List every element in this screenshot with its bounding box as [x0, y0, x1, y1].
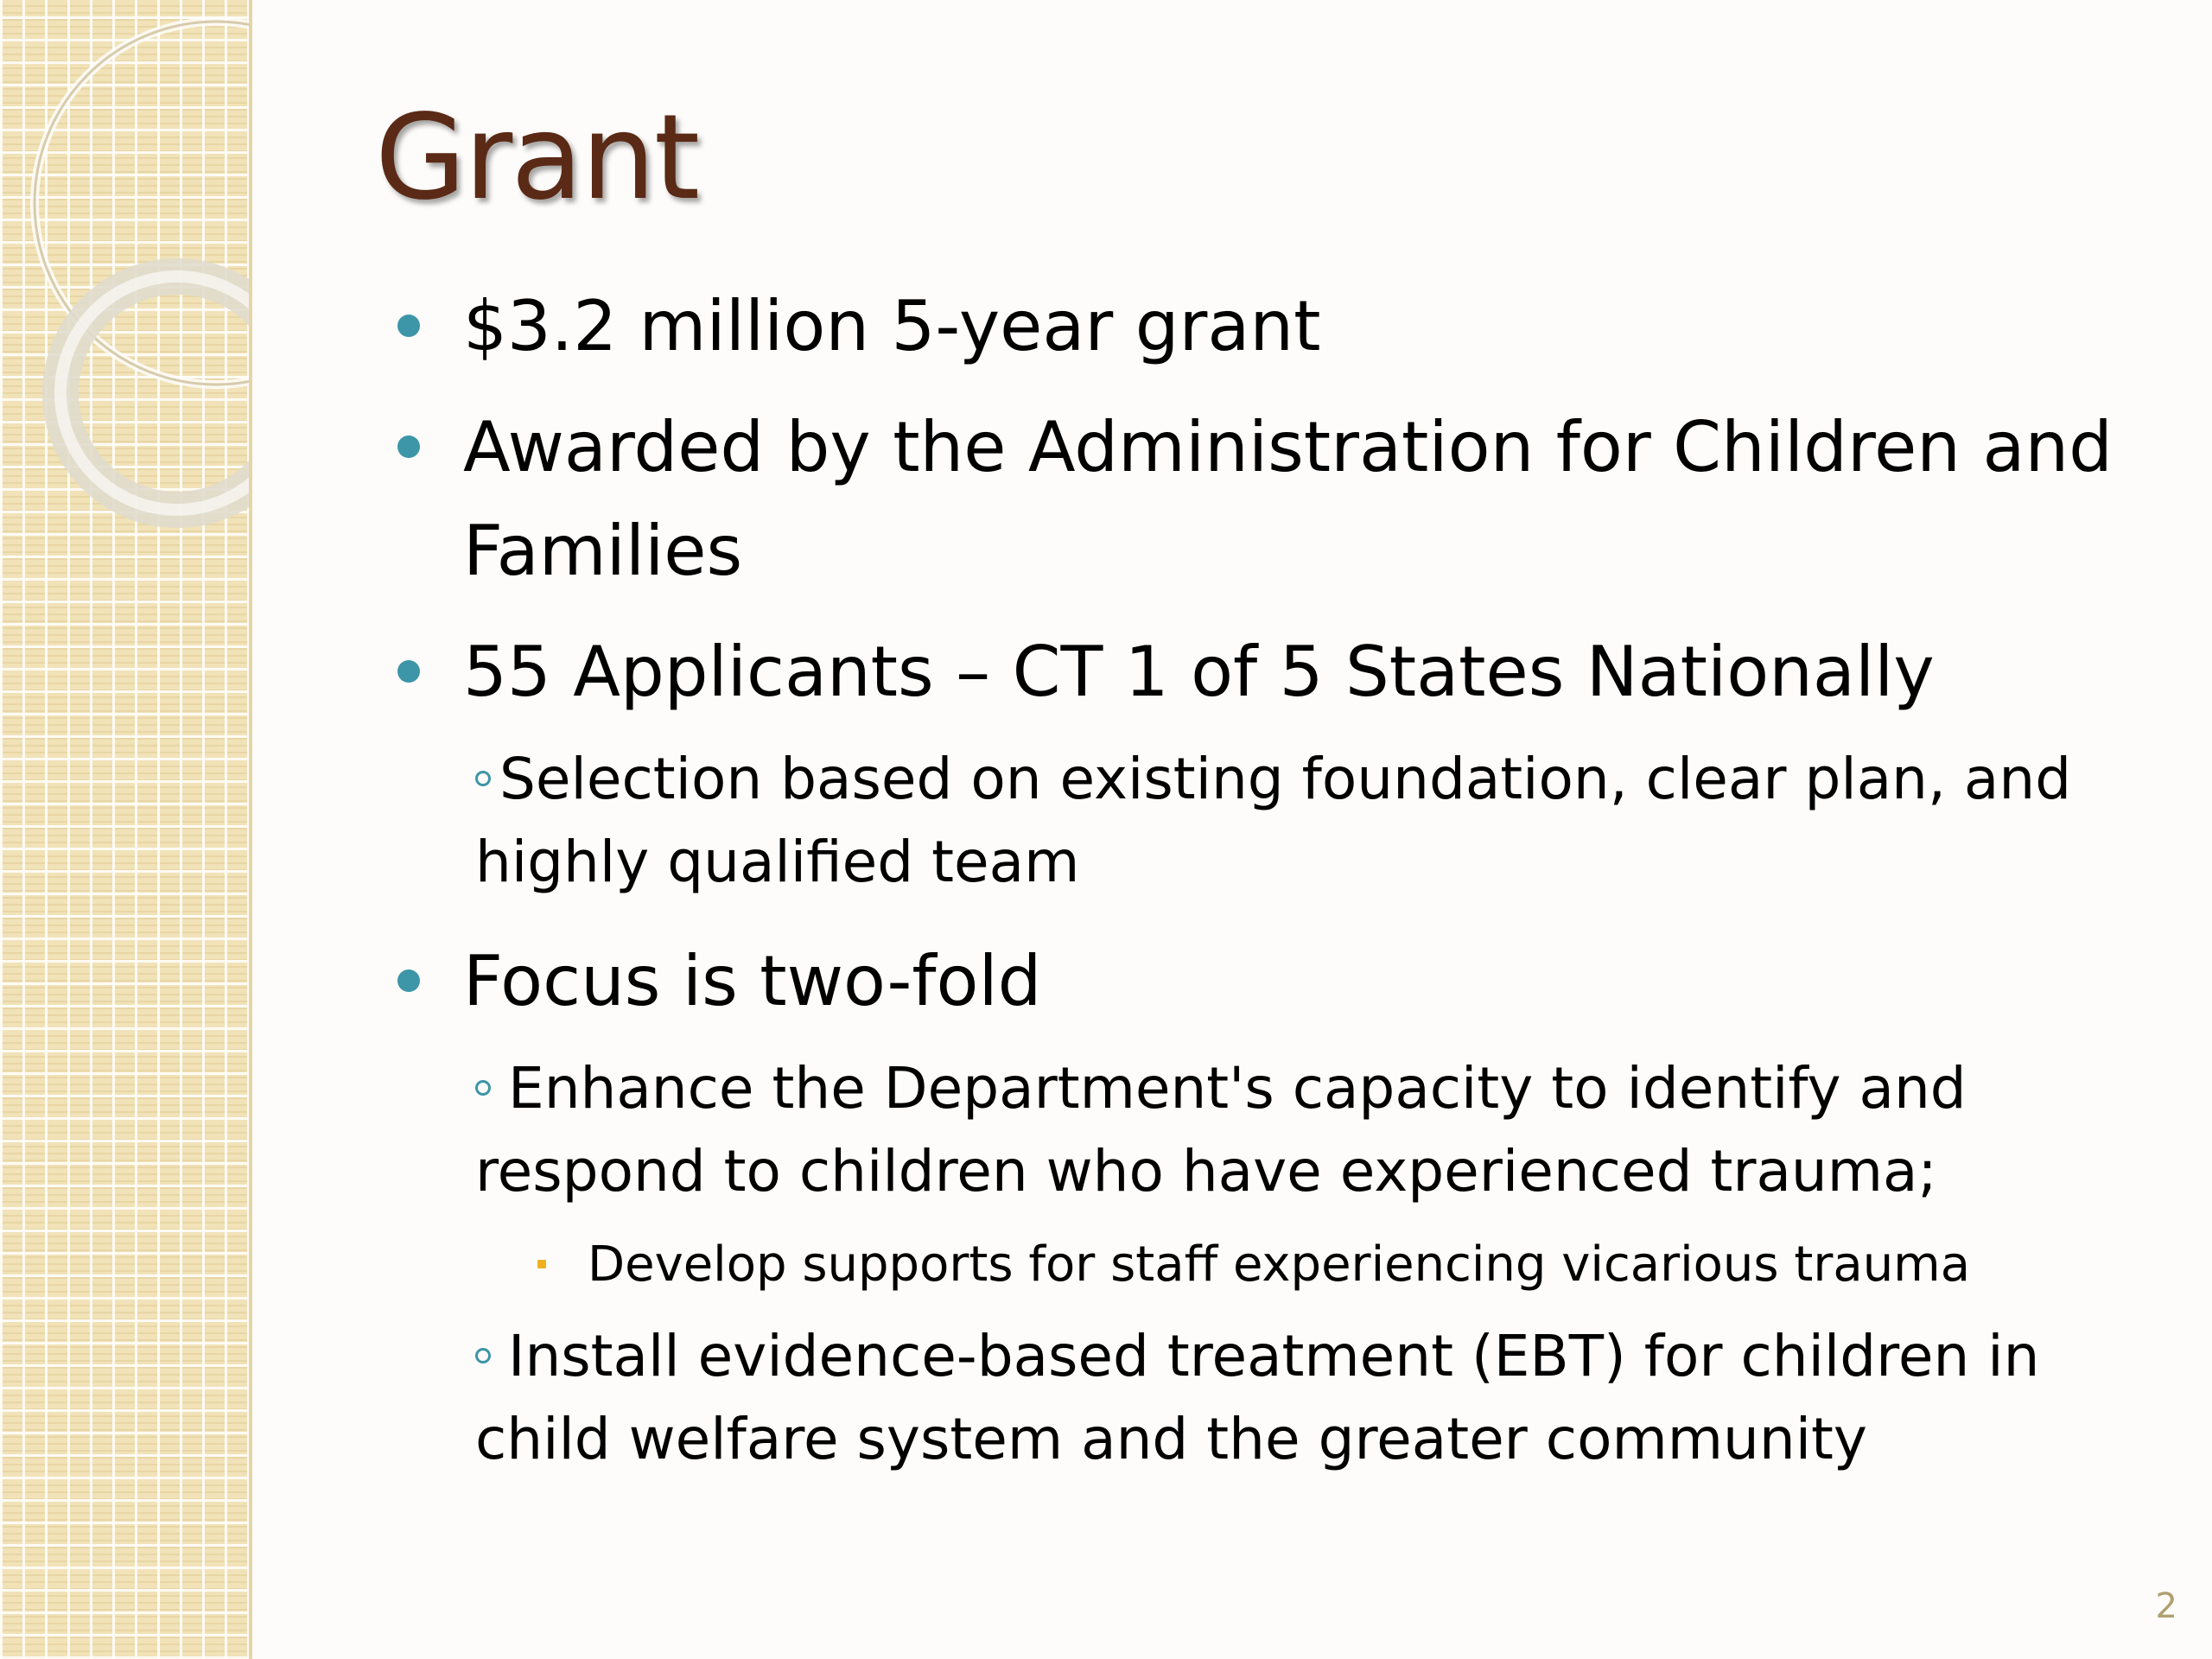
ring-bullet-icon [475, 1348, 491, 1363]
bullet-dot-icon [397, 660, 420, 683]
ring-bullet-icon [475, 771, 491, 786]
bullet-text: Awarded by the Administration for Children and Families [463, 407, 2113, 591]
bullet-dot-icon [397, 969, 420, 992]
slide-title: Grant [375, 90, 699, 226]
bullet-dot-icon [397, 435, 420, 458]
sub-bullet-item [380, 1047, 2177, 1213]
sub-bullet-text: Enhance the Department's capacity to identify and respond to children who have experienced trauma; [475, 1055, 1967, 1205]
sub-bullet-text: Selection based on existing foundation, clear plan, and highly qualified team [475, 746, 2072, 895]
bullet-item [380, 620, 2177, 724]
page-number: 2 [2155, 1586, 2177, 1626]
bullet-item [380, 275, 2177, 378]
bullet-text: $3.2 million 5-year grant [463, 286, 1321, 366]
sub-sub-bullet-item [380, 1230, 2177, 1300]
slide-content [380, 275, 2177, 1507]
square-bullet-icon [537, 1260, 546, 1268]
ring-bullet-icon [475, 1080, 491, 1096]
bullet-item [380, 930, 2177, 1033]
decorative-rings [0, 0, 249, 605]
sub-sub-bullet-text: Develop supports for staff experiencing vicarious trauma [588, 1236, 1971, 1293]
bullet-dot-icon [397, 315, 420, 337]
sub-bullet-text: Install evidence-based treatment (EBT) for children in child welfare system and the greater community [475, 1323, 2040, 1472]
bullet-item [380, 396, 2177, 603]
bullet-text: 55 Applicants – CT 1 of 5 States Nationally [463, 632, 1935, 712]
sub-bullet-item [380, 738, 2177, 904]
sub-bullet-item [380, 1315, 2177, 1481]
bullet-text: Focus is two-fold [463, 941, 1042, 1021]
